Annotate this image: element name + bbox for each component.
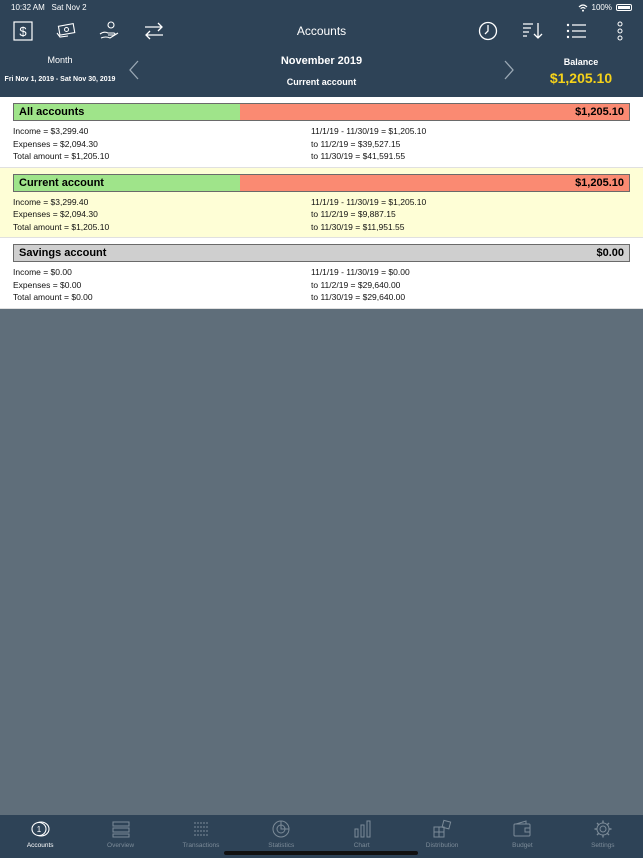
bar-chart-icon	[352, 819, 372, 839]
tab-label: Distribution	[425, 842, 459, 849]
total-text: Total amount = $1,205.10	[13, 151, 110, 161]
period-total-text: 11/1/19 - 11/30/19 = $1,205.10	[311, 196, 427, 207]
accounts-list	[0, 97, 643, 309]
tab-label: Accounts	[26, 842, 54, 849]
battery-icon	[616, 4, 632, 11]
account-bar[interactable]	[13, 244, 630, 262]
account-bar[interactable]	[13, 103, 630, 121]
account-amount: $0.00	[596, 247, 624, 259]
more-options-icon[interactable]	[608, 19, 632, 43]
top-header	[0, 0, 643, 97]
svg-text:$: $	[19, 24, 27, 39]
period-selector[interactable]	[0, 55, 120, 83]
to-end-text: to 11/30/19 = $41,591.55	[311, 151, 406, 161]
account-details	[13, 121, 630, 163]
to-date-text: to 11/2/19 = $29,640.00	[311, 279, 401, 290]
income-text: Income = $3,299.40	[13, 126, 89, 136]
coins-icon	[30, 819, 50, 839]
tab-label: Chart	[353, 842, 370, 849]
account-details	[13, 192, 630, 234]
status-time-text: 10:32 AM	[11, 3, 45, 12]
period-label: Month	[47, 55, 73, 65]
to-end-text: to 11/30/19 = $29,640.00	[311, 292, 406, 302]
account-amount: $1,205.10	[240, 104, 629, 120]
distribution-icon	[432, 819, 452, 839]
total-text: Total amount = $1,205.10	[13, 221, 110, 232]
tab-accounts[interactable]	[0, 815, 80, 858]
sort-icon[interactable]	[520, 19, 544, 43]
expenses-text: Expenses = $2,094.30	[13, 209, 98, 219]
balance-block	[539, 57, 623, 86]
account-bar[interactable]	[13, 174, 630, 192]
status-date-text: Sat Nov 2	[51, 3, 87, 12]
wifi-icon	[578, 4, 588, 12]
income-text: Income = $3,299.40	[13, 196, 89, 207]
month-block	[200, 55, 443, 87]
tab-label: Budget	[512, 842, 533, 849]
account-name: Current account	[14, 175, 240, 191]
expenses-text: Expenses = $0.00	[13, 279, 82, 290]
status-bar	[0, 0, 643, 16]
to-date-text: to 11/2/19 = $39,527.15	[311, 138, 401, 149]
list-icon[interactable]	[564, 19, 588, 43]
statistics-icon	[271, 819, 291, 839]
tab-label: Statistics	[268, 842, 295, 849]
expenses-text: Expenses = $2,094.30	[13, 138, 98, 149]
tab-label: Transactions	[182, 842, 220, 849]
account-details	[13, 262, 630, 304]
tab-settings[interactable]	[563, 815, 643, 858]
overview-icon	[111, 819, 131, 839]
balance-label: Balance	[563, 57, 599, 67]
account-card-all[interactable]	[0, 97, 643, 168]
transactions-icon	[191, 819, 211, 839]
svg-text:1: 1	[36, 825, 42, 834]
account-card-savings[interactable]	[0, 238, 643, 309]
account-name: Savings account	[19, 247, 107, 259]
clock-icon[interactable]	[476, 19, 500, 43]
income-text: Income = $0.00	[13, 267, 72, 277]
next-month-icon[interactable]	[502, 59, 516, 81]
tab-overview[interactable]	[80, 815, 160, 858]
tab-label: Settings	[591, 842, 615, 849]
gear-icon	[593, 819, 613, 839]
month-title: November 2019	[280, 55, 363, 67]
page-title: Accounts	[296, 24, 347, 38]
previous-month-icon[interactable]	[127, 59, 141, 81]
total-text: Total amount = $0.00	[13, 292, 93, 302]
to-date-text: to 11/2/19 = $9,887.15	[311, 209, 396, 219]
status-right	[578, 3, 632, 12]
period-total-text: 11/1/19 - 11/30/19 = $1,205.10	[311, 126, 427, 136]
period-total-text: 11/1/19 - 11/30/19 = $0.00	[311, 267, 410, 277]
account-card-current[interactable]	[0, 168, 643, 239]
tab-budget[interactable]	[482, 815, 562, 858]
home-indicator	[224, 851, 418, 855]
account-name: All accounts	[14, 104, 240, 120]
status-time	[11, 3, 87, 12]
tab-label: Overview	[107, 842, 135, 849]
account-amount: $1,205.10	[240, 175, 629, 191]
month-subtitle: Current account	[286, 77, 357, 87]
battery-percent: 100%	[591, 3, 612, 12]
wallet-icon	[512, 819, 532, 839]
to-end-text: to 11/30/19 = $11,951.55	[311, 221, 405, 232]
balance-value: $1,205.10	[549, 70, 613, 86]
period-range: Fri Nov 1, 2019 - Sat Nov 30, 2019	[4, 76, 116, 83]
